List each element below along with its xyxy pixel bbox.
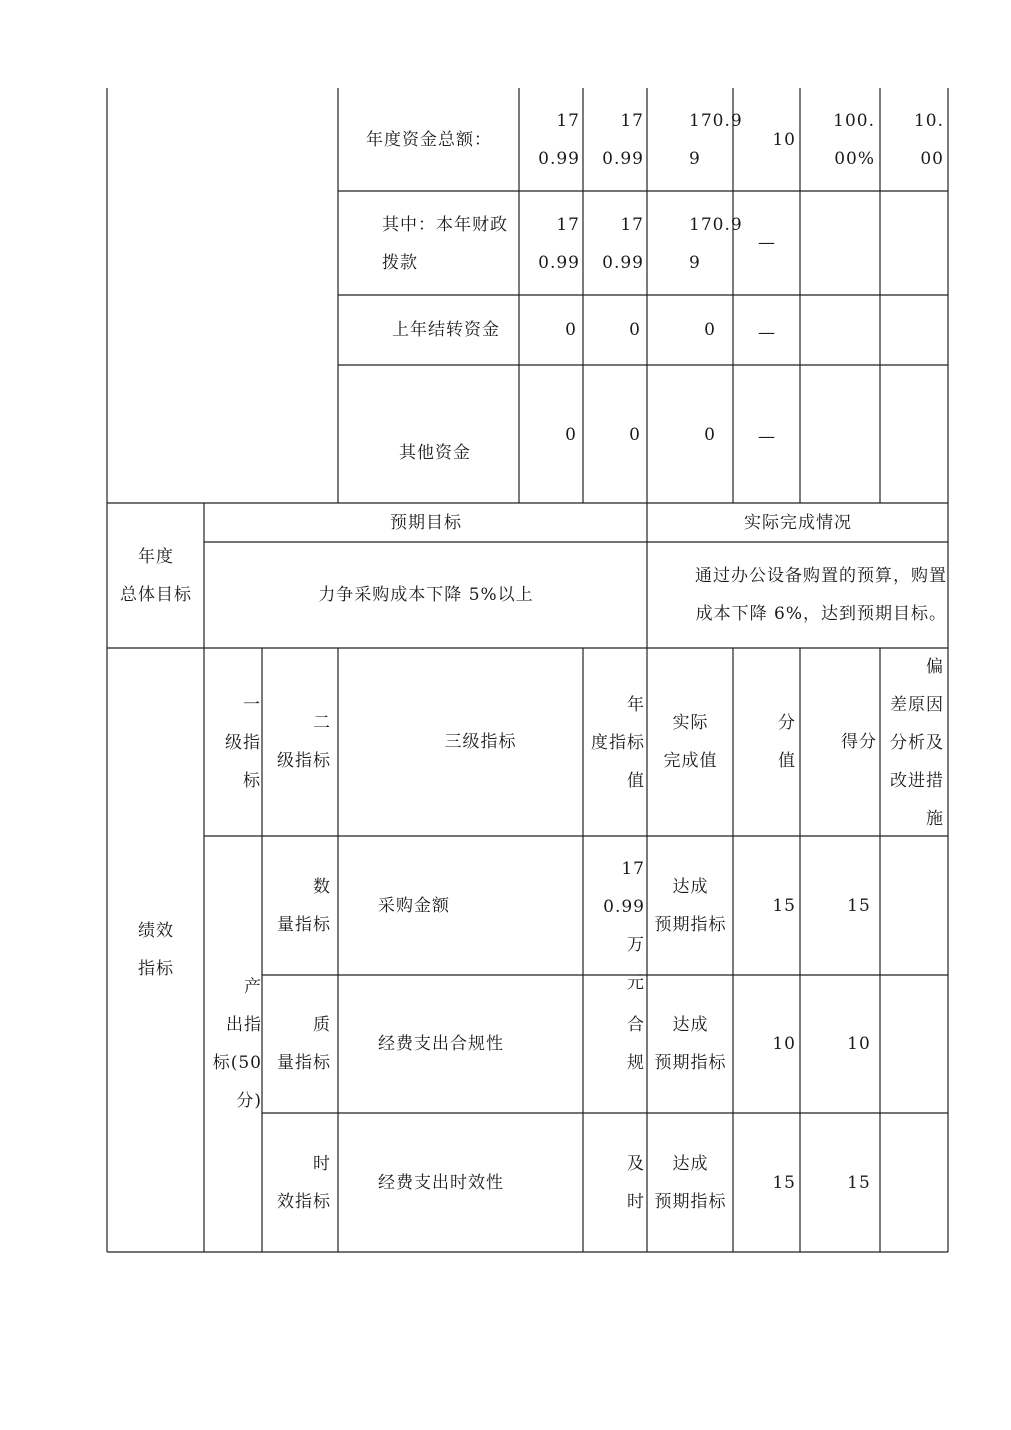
- funding-other-executed: 0: [704, 425, 716, 445]
- funding-total-score: 10. 00: [913, 111, 944, 169]
- funding-fiscal-adjusted: 17 0.99: [602, 215, 644, 273]
- row-quantity-annual-value: 17 0.99 万 元: [603, 859, 645, 993]
- funding-total-score-value: 10: [772, 130, 796, 150]
- goals-actual-text: 通过办公设备购置的预算，购置 成本下降 6%，达到预期目标。: [695, 566, 947, 624]
- row-quality-score: 10: [847, 1034, 871, 1054]
- header-annual-value: 年 度指标 值: [591, 695, 645, 791]
- row-timeliness-points: 15: [772, 1173, 796, 1193]
- row-quantity-score: 15: [847, 896, 871, 916]
- row-quality-annual-value: 合 规: [627, 1015, 645, 1073]
- funding-carryover-label: 上年结转资金: [392, 320, 500, 340]
- funding-fiscal-label: 其中：本年财政 拨款: [382, 215, 508, 273]
- funding-total-budget: 17 0.99: [538, 111, 580, 169]
- row-quantity-level2: 数 量指标: [277, 877, 331, 935]
- funding-other-score-value: —: [758, 427, 776, 447]
- row-quality-level2: 质 量指标: [277, 1015, 331, 1073]
- header-deviation: 偏 差原因 分析及 改进措 施: [890, 657, 944, 829]
- row-timeliness-score: 15: [847, 1173, 871, 1193]
- row-quantity-points: 15: [772, 896, 796, 916]
- performance-row-label: 绩效 指标: [138, 921, 174, 979]
- goals-expected-header: 预期目标: [390, 513, 462, 533]
- level1-output-label: 产 出指 标(50 分): [212, 977, 262, 1111]
- funding-carryover-budget: 0: [565, 320, 577, 340]
- row-timeliness-annual-value: 及 时: [627, 1154, 645, 1212]
- funding-carryover-adjusted: 0: [629, 320, 641, 340]
- funding-fiscal-executed: 170.9 9: [689, 215, 743, 273]
- funding-other-label: 其他资金: [399, 443, 471, 463]
- funding-carryover-score-value: —: [758, 323, 776, 343]
- funding-total-executed: 170.9 9: [689, 111, 743, 169]
- funding-fiscal-score-value: —: [758, 233, 776, 253]
- funding-total-adjusted: 17 0.99: [602, 111, 644, 169]
- goals-actual-header: 实际完成情况: [744, 513, 852, 533]
- funding-total-label: 年度资金总额：: [366, 130, 492, 150]
- goals-expected-text: 力争采购成本下降 5%以上: [318, 585, 534, 605]
- funding-fiscal-budget: 17 0.99: [538, 215, 580, 273]
- row-quality-points: 10: [772, 1034, 796, 1054]
- funding-total-rate: 100. 00%: [833, 111, 875, 169]
- header-actual-value: 实际 完成值: [663, 713, 718, 771]
- header-level2: 二 级指标: [277, 713, 331, 771]
- funding-carryover-executed: 0: [704, 320, 716, 340]
- row-timeliness-level2: 时 效指标: [277, 1154, 331, 1212]
- row-quality-level3: 经费支出合规性: [378, 1034, 504, 1054]
- header-points: 分 值: [778, 713, 796, 771]
- goals-row-label: 年度 总体目标: [120, 547, 192, 605]
- row-quality-actual-value: 达成 预期指标: [654, 1015, 727, 1073]
- header-score: 得分: [841, 732, 877, 752]
- header-level3: 三级指标: [444, 732, 517, 752]
- row-timeliness-level3: 经费支出时效性: [378, 1173, 504, 1193]
- funding-other-adjusted: 0: [629, 425, 641, 445]
- row-timeliness-actual-value: 达成 预期指标: [654, 1154, 727, 1212]
- row-quantity-level3: 采购金额: [378, 896, 450, 916]
- funding-other-budget: 0: [565, 425, 577, 445]
- row-quantity-actual-value: 达成 预期指标: [654, 877, 727, 935]
- header-level1: 一 级指 标: [225, 695, 261, 791]
